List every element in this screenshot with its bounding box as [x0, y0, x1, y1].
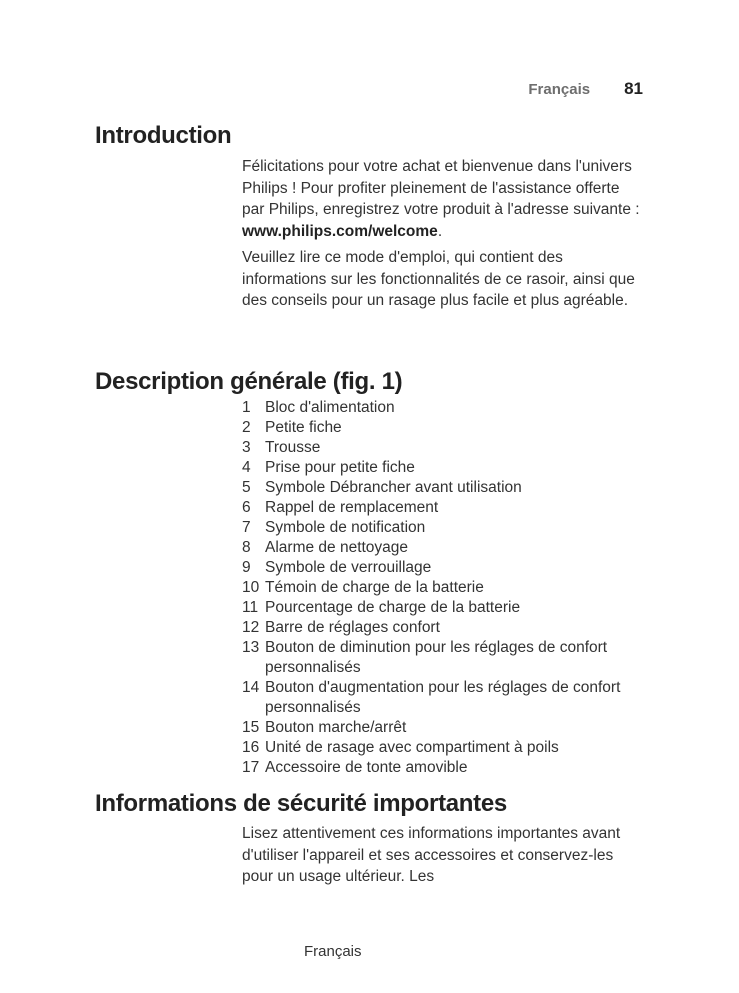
list-item-text: Trousse: [265, 439, 321, 456]
list-item: [242, 718, 642, 738]
description-heading: Description générale (fig. 1): [95, 368, 403, 395]
introduction-paragraph-2: Veuillez lire ce mode d'emploi, qui contient des informations sur les fonctionnalités de ce rasoir, ainsi que des conseils pour un rasage plus facile et plus agréable.: [242, 249, 635, 309]
list-item-number: 12: [242, 619, 260, 636]
list-item-number: 10: [242, 579, 260, 596]
list-item-text: Symbole Débrancher avant utilisation: [265, 479, 522, 496]
philips-welcome-link[interactable]: www.philips.com/welcome: [242, 222, 438, 240]
list-item-text: Petite fiche: [265, 419, 342, 436]
list-item-text: Unité de rasage avec compartiment à poils: [265, 739, 559, 756]
introduction-paragraph-1-text: Félicitations pour votre achat et bienvenue dans l'univers Philips ! Pour profiter pleinement de l'assistance offerte par Philips, enregistrez votre produit à l'adresse suivante :: [242, 158, 640, 218]
list-item-number: 4: [242, 459, 251, 476]
list-item-text: Rappel de remplacement: [265, 499, 439, 516]
list-item-number: 3: [242, 439, 251, 456]
list-item-number: 2: [242, 419, 251, 436]
page-number: 81: [624, 79, 643, 98]
list-item-text: Prise pour petite fiche: [265, 459, 415, 476]
page-footer: Français: [304, 943, 362, 960]
list-item-text: Symbole de notification: [265, 519, 426, 536]
list-item: [242, 578, 642, 598]
list-item-number: 13: [242, 639, 260, 656]
safety-body: [242, 823, 642, 888]
list-item-text: Bouton d'augmentation pour les réglages de confort personnalisés: [265, 679, 621, 716]
list-item: [242, 678, 642, 718]
list-item: [242, 638, 642, 678]
list-item: [242, 478, 642, 498]
list-item-text: Bouton de diminution pour les réglages de confort personnalisés: [265, 639, 608, 676]
list-item: [242, 558, 642, 578]
list-item: [242, 418, 642, 438]
introduction-body: [242, 156, 642, 312]
list-item-text: Barre de réglages confort: [265, 619, 440, 636]
list-item-text: Pourcentage de charge de la batterie: [265, 599, 521, 616]
list-item: [242, 598, 642, 618]
page-header: [528, 79, 643, 99]
list-item: [242, 618, 642, 638]
list-item-text: Bloc d'alimentation: [265, 399, 395, 416]
list-item: [242, 538, 642, 558]
list-item: [242, 738, 642, 758]
list-item-number: 14: [242, 679, 260, 696]
list-item-number: 15: [242, 719, 260, 736]
list-item-number: 11: [242, 599, 259, 616]
header-language: Français: [528, 81, 591, 98]
list-item: [242, 518, 642, 538]
list-item: [242, 498, 642, 518]
list-item-number: 17: [242, 759, 260, 776]
list-item-number: 9: [242, 559, 251, 576]
introduction-heading: Introduction: [95, 122, 232, 149]
list-item-text: Symbole de verrouillage: [265, 559, 432, 576]
list-item-text: Accessoire de tonte amovible: [265, 759, 468, 776]
list-item: [242, 458, 642, 478]
list-item-text: Bouton marche/arrêt: [265, 719, 407, 736]
list-item: [242, 438, 642, 458]
introduction-paragraph-1: [242, 156, 642, 242]
safety-paragraph: Lisez attentivement ces informations importantes avant d'utiliser l'appareil et ses accessoires et conservez-les pour un usage ultérieur. Les: [242, 825, 621, 885]
list-item-number: 8: [242, 539, 251, 556]
safety-heading: Informations de sécurité importantes: [95, 790, 507, 817]
list-item-number: 16: [242, 739, 260, 756]
list-item-text: Alarme de nettoyage: [265, 539, 409, 556]
list-item-text: Témoin de charge de la batterie: [265, 579, 484, 596]
list-item-number: 1: [242, 399, 251, 416]
list-item-number: 7: [242, 519, 251, 536]
list-item: [242, 398, 642, 418]
parts-list: [242, 398, 642, 778]
list-item-number: 5: [242, 479, 251, 496]
list-item-number: 6: [242, 499, 251, 516]
list-item: [242, 758, 642, 778]
introduction-paragraph-1-end: .: [437, 222, 443, 240]
